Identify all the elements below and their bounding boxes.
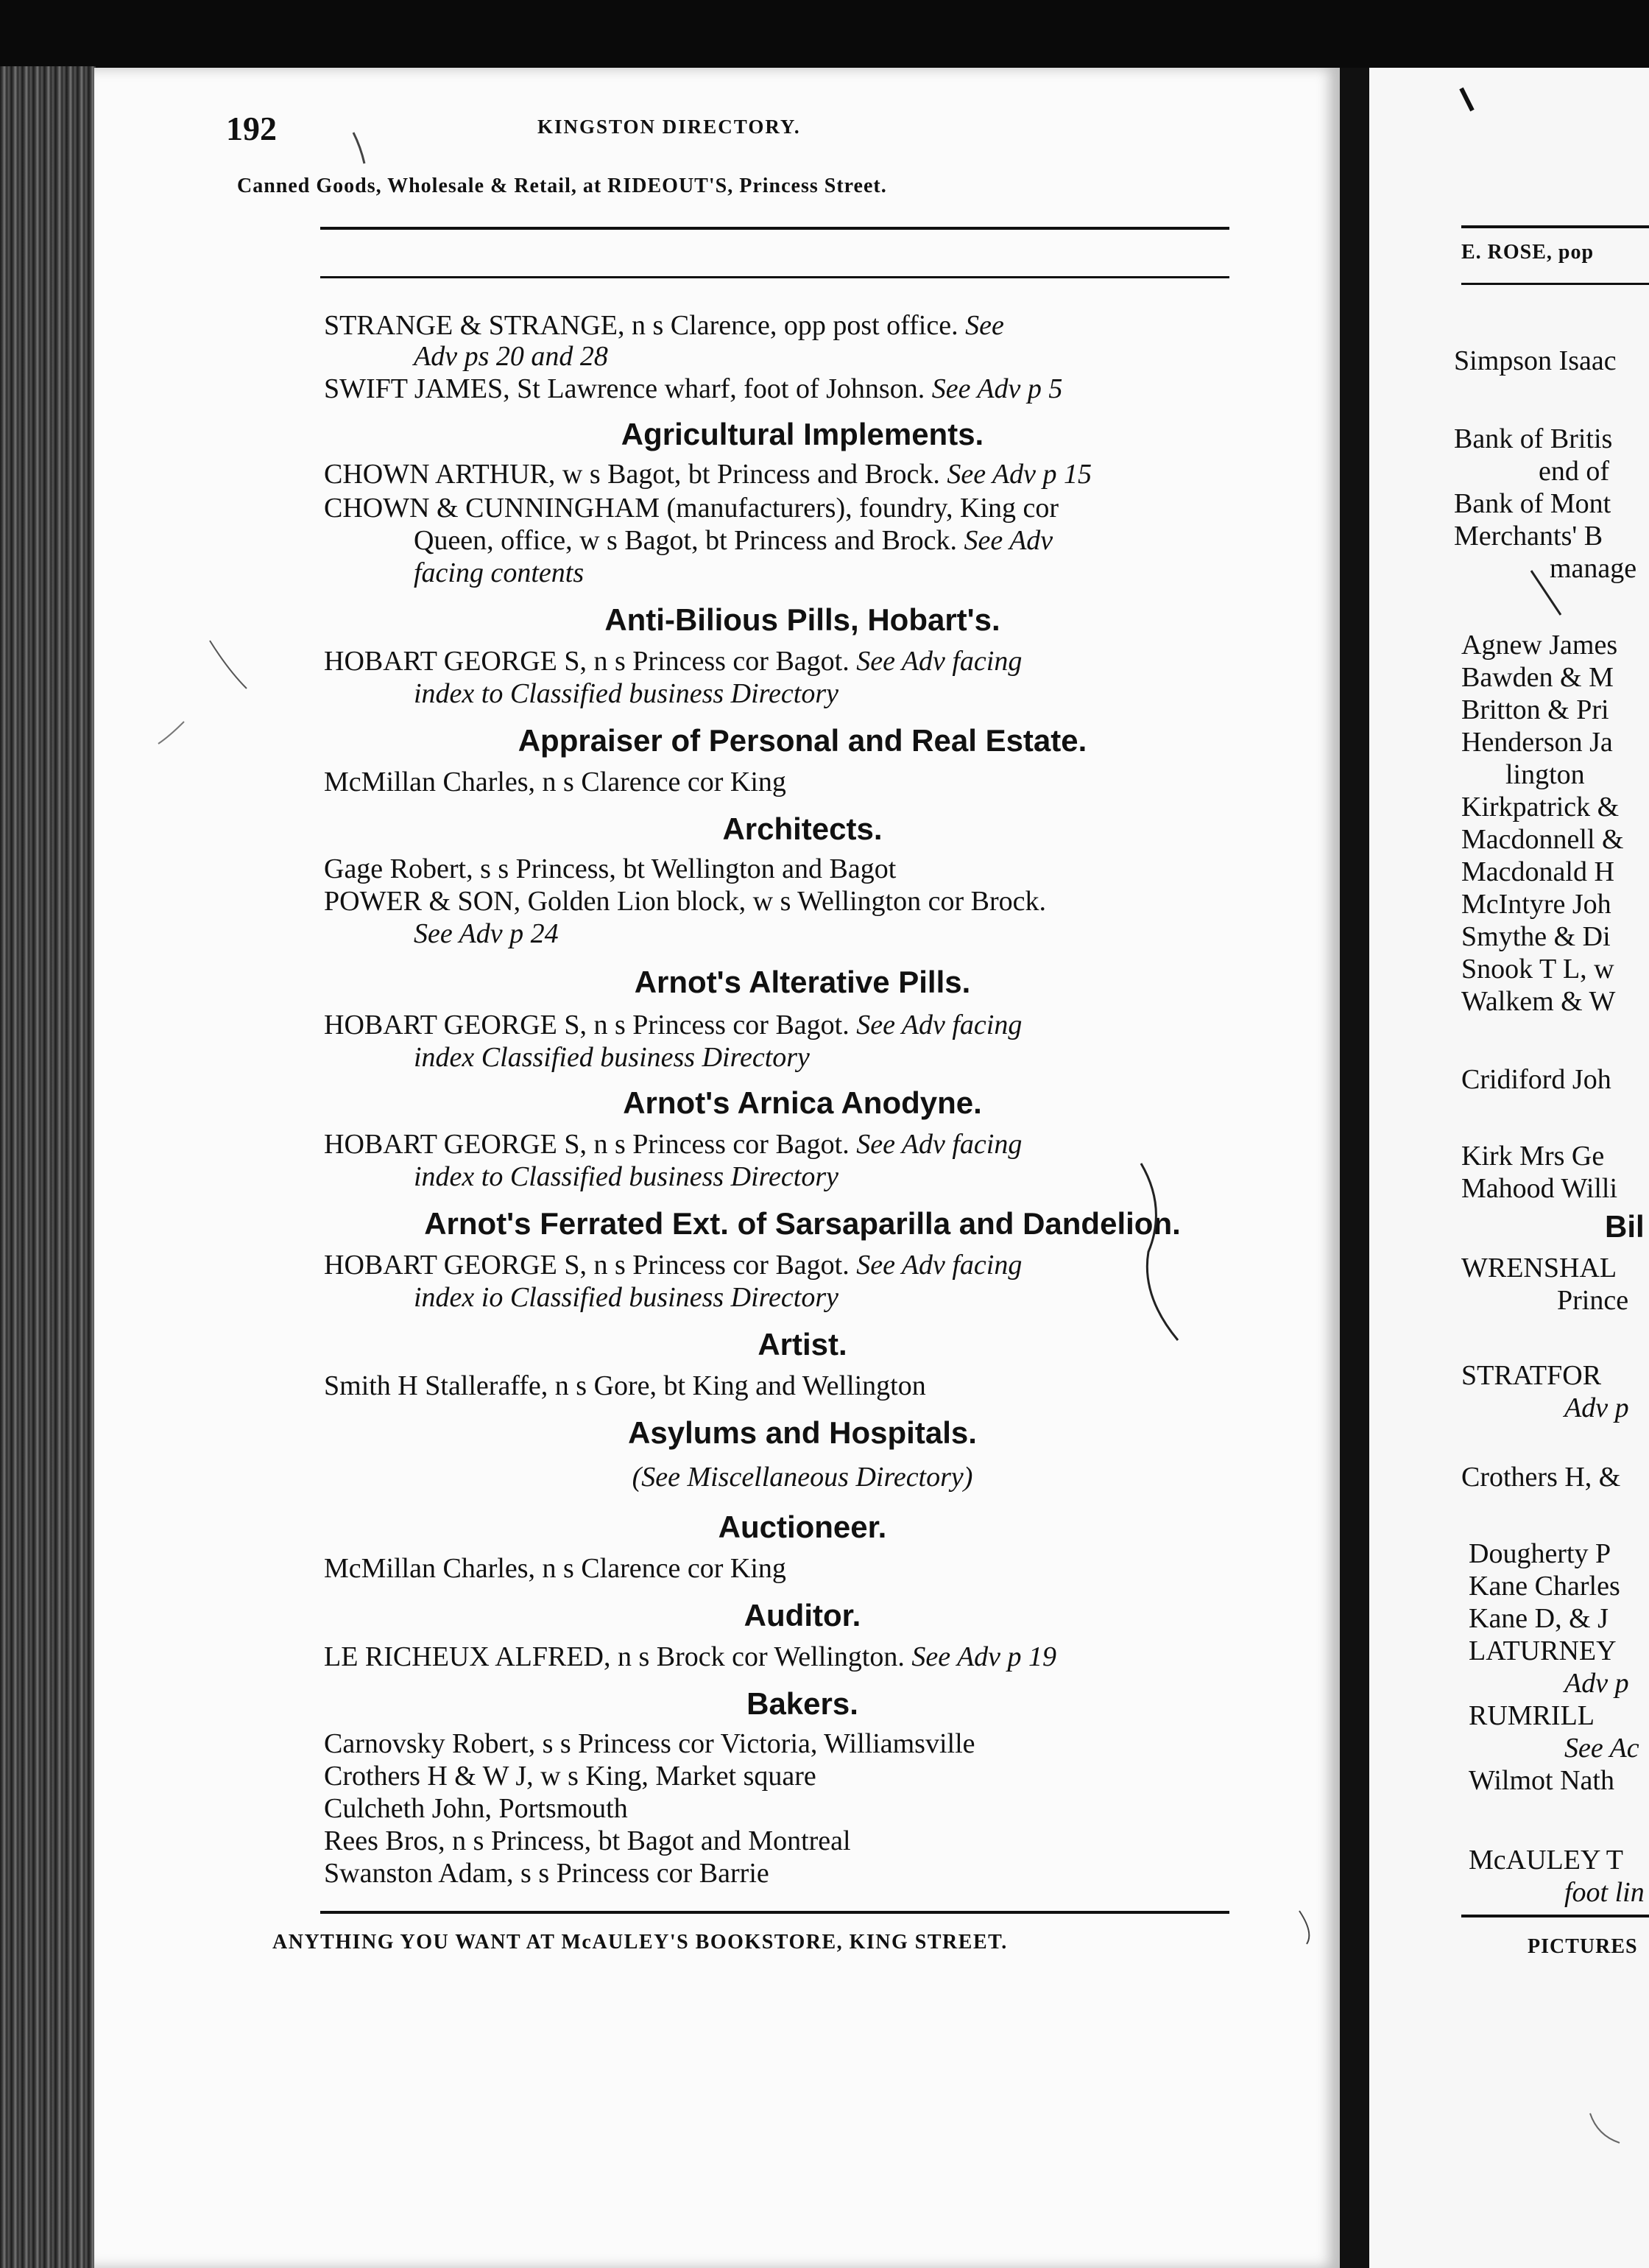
right-entry: Bank of Britis bbox=[1454, 423, 1613, 454]
right-entry: Simpson Isaac bbox=[1454, 345, 1617, 376]
directory-entry: CHOWN ARTHUR, w s Bagot, bt Princess and Brock. See Adv p 15 bbox=[324, 459, 1092, 490]
category-heading: Arnot's Alterative Pills. bbox=[634, 965, 971, 999]
category-heading: Asylums and Hospitals. bbox=[628, 1415, 977, 1450]
right-footer: PICTURES bbox=[1528, 1935, 1638, 1958]
right-entry: Macdonnell & bbox=[1461, 824, 1624, 855]
right-entry: Cridiford Joh bbox=[1461, 1064, 1611, 1095]
directory-entry: Crothers H & W J, w s King, Market square bbox=[324, 1761, 816, 1792]
category-heading: Architects. bbox=[722, 811, 883, 846]
entry-continuation: index to Classified business Directory bbox=[414, 1161, 838, 1192]
entry-continuation: index Classified business Directory bbox=[414, 1042, 810, 1073]
right-entry: Britton & Pri bbox=[1461, 694, 1609, 725]
category-heading: Bakers. bbox=[746, 1686, 858, 1721]
right-entry: Crothers H, & bbox=[1461, 1462, 1621, 1493]
right-entry: WRENSHAL bbox=[1461, 1253, 1617, 1283]
directory-entry: STRANGE & STRANGE, n s Clarence, opp post office. See bbox=[324, 310, 1004, 341]
right-entry: See Ac bbox=[1564, 1733, 1639, 1764]
right-entry: LATURNEY bbox=[1469, 1635, 1617, 1666]
right-entry: Kane Charles bbox=[1469, 1571, 1620, 1602]
category-heading: Anti-Bilious Pills, Hobart's. bbox=[604, 602, 1000, 637]
entry-continuation: Queen, office, w s Bagot, bt Princess and Brock. See Adv bbox=[414, 525, 1053, 556]
right-entry: Smythe & Di bbox=[1461, 921, 1611, 952]
entry-continuation: facing contents bbox=[414, 557, 585, 588]
category-heading: Auctioneer. bbox=[718, 1510, 887, 1544]
right-entry: lington bbox=[1505, 759, 1585, 790]
right-entry: Adv p bbox=[1564, 1392, 1629, 1423]
directory-entry: POWER & SON, Golden Lion block, w s Wellington cor Brock. bbox=[324, 886, 1046, 917]
right-entry: Kane D, & J bbox=[1469, 1603, 1609, 1634]
directory-entry: SWIFT JAMES, St Lawrence wharf, foot of Johnson. See Adv p 5 bbox=[324, 373, 1063, 404]
right-entry: Agnew James bbox=[1461, 630, 1618, 661]
directory-entry: Culcheth John, Portsmouth bbox=[324, 1793, 628, 1824]
right-entry: STRATFOR bbox=[1461, 1360, 1602, 1391]
directory-entry: McMillan Charles, n s Clarence cor King bbox=[324, 767, 786, 797]
right-entry: Prince bbox=[1557, 1285, 1629, 1316]
directory-entry: Rees Bros, n s Princess, bt Bagot and Montreal bbox=[324, 1825, 851, 1856]
category-heading: Arnot's Ferrated Ext. of Sarsaparilla and Dandelion. bbox=[424, 1206, 1181, 1241]
entry-continuation: index to Classified business Directory bbox=[414, 678, 838, 709]
right-entry: Bank of Mont bbox=[1454, 488, 1611, 519]
category-heading: Arnot's Arnica Anodyne. bbox=[623, 1085, 982, 1120]
directory-entry: HOBART GEORGE S, n s Princess cor Bagot. See Adv facing bbox=[324, 1250, 1023, 1281]
right-entry: Kirk Mrs Ge bbox=[1461, 1141, 1605, 1172]
footer-banner: ANYTHING YOU WANT AT McAULEY'S BOOKSTORE, KING STREET. bbox=[272, 1931, 1008, 1954]
right-entry: Bawden & M bbox=[1461, 662, 1614, 693]
directory-entry: Smith H Stalleraffe, n s Gore, bt King and Wellington bbox=[324, 1370, 926, 1401]
right-entry: foot lin bbox=[1564, 1877, 1645, 1908]
right-entry: McAULEY T bbox=[1469, 1845, 1624, 1876]
cross-reference-note: (See Miscellaneous Directory) bbox=[632, 1462, 973, 1493]
directory-entry: Carnovsky Robert, s s Princess cor Victoria, Williamsville bbox=[324, 1728, 975, 1759]
right-entry: Henderson Ja bbox=[1461, 727, 1613, 758]
right-entry: Kirkpatrick & bbox=[1461, 792, 1620, 823]
right-entry: Merchants' B bbox=[1454, 521, 1603, 552]
entry-continuation: See Adv p 24 bbox=[414, 918, 559, 949]
entry-continuation: Adv ps 20 and 28 bbox=[414, 341, 608, 372]
category-heading: Artist. bbox=[758, 1327, 847, 1362]
directory-entry: HOBART GEORGE S, n s Princess cor Bagot. See Adv facing bbox=[324, 1129, 1023, 1160]
right-entry: McIntyre Joh bbox=[1461, 889, 1611, 920]
directory-entry: Swanston Adam, s s Princess cor Barrie bbox=[324, 1858, 769, 1889]
page-number: 192 bbox=[226, 110, 277, 147]
directory-entry: HOBART GEORGE S, n s Princess cor Bagot. See Adv facing bbox=[324, 1010, 1023, 1040]
right-entry: Macdonald H bbox=[1461, 856, 1614, 887]
category-heading: Auditor. bbox=[744, 1598, 861, 1633]
right-entry: Dougherty P bbox=[1469, 1538, 1611, 1569]
right-entry: manage bbox=[1550, 553, 1637, 584]
top-banner: Canned Goods, Wholesale & Retail, at RIDEOUT'S, Princess Street. bbox=[237, 175, 887, 197]
right-entry: RUMRILL bbox=[1469, 1700, 1595, 1731]
directory-entry: HOBART GEORGE S, n s Princess cor Bagot. See Adv facing bbox=[324, 646, 1023, 677]
directory-entry: CHOWN & CUNNINGHAM (manufacturers), foundry, King cor bbox=[324, 493, 1059, 524]
right-entry: Walkem & W bbox=[1461, 986, 1616, 1017]
right-entry: Mahood Willi bbox=[1461, 1173, 1618, 1204]
right-entry: Snook T L, w bbox=[1461, 954, 1614, 985]
category-heading: Appraiser of Personal and Real Estate. bbox=[518, 723, 1087, 758]
directory-entry: LE RICHEUX ALFRED, n s Brock cor Wellington. See Adv p 19 bbox=[324, 1641, 1057, 1672]
directory-entry: McMillan Charles, n s Clarence cor King bbox=[324, 1553, 786, 1584]
right-entry: Wilmot Nath bbox=[1469, 1765, 1614, 1796]
running-head: KINGSTON DIRECTORY. bbox=[537, 116, 801, 138]
right-category-heading: Bil bbox=[1605, 1209, 1645, 1244]
directory-entry: Gage Robert, s s Princess, bt Wellington and Bagot bbox=[324, 853, 897, 884]
right-entry: Adv p bbox=[1564, 1668, 1629, 1699]
category-heading: Agricultural Implements. bbox=[621, 417, 984, 451]
entry-continuation: index io Classified business Directory bbox=[414, 1282, 838, 1313]
right-page-banner: E. ROSE, pop bbox=[1461, 241, 1595, 264]
right-entry: end of bbox=[1539, 456, 1610, 487]
